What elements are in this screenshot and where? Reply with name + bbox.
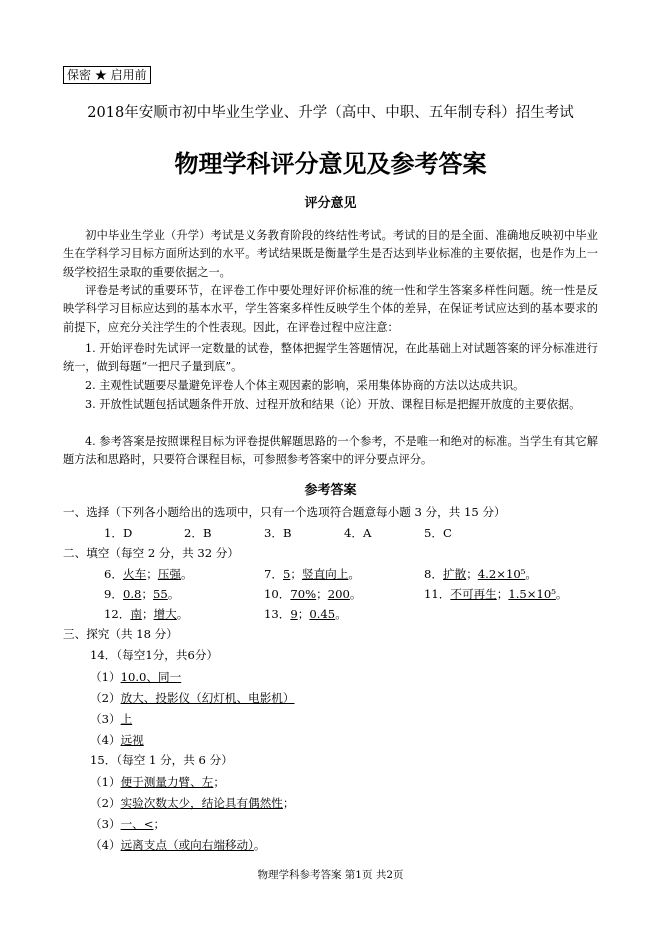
scoring-rule-1 (63, 340, 598, 377)
sub-number: （1） (90, 670, 121, 684)
fill-answer (264, 566, 360, 582)
sub-answer: 便于测量力臂、左 (120, 775, 214, 789)
answer-part-b: 竖直向上 (301, 567, 349, 581)
answer-part-b: 4.2×10⁵ (477, 567, 526, 581)
document-title: 物理学科评分意见及参考答案 (174, 150, 487, 178)
sub-answer: 放大、投影仪（幻灯机、电影机） (120, 691, 295, 705)
sub-answer: 一、< (120, 817, 154, 831)
answer-part-b: 200 (327, 587, 350, 601)
sub-end: ； (282, 796, 295, 810)
sub-end: 。 (253, 838, 266, 852)
question-number: 13． (264, 607, 291, 621)
sub-answer: 10.0、同一 (120, 670, 182, 684)
answer-part-a: 不可再生 (450, 587, 497, 601)
answer-part-b: 增大 (153, 607, 177, 621)
q15-answer (90, 837, 266, 853)
scoring-rule-1-text: 1. 开始评卷时先试评一定数量的试卷，整体把握学生答题情况，在此基础上对试题答案的评分标准进行统一，做到每题“一把尺子量到底”。 (63, 342, 598, 374)
choice-answer: 3．B (264, 526, 292, 540)
q14-answer (90, 669, 181, 685)
sub-number: （2） (90, 796, 121, 810)
answer-separator: ； (141, 607, 154, 621)
scoring-rule-2-text: 2. 主观性试题要尽量避免评卷人个体主观因素的影响，采用集体协商的方法以达成共识。 (85, 379, 525, 392)
sub-number: （4） (90, 733, 121, 747)
scoring-paragraph-2-text: 评卷是考试的重要环节，在评卷工作中要处理好评价标准的统一性和学生答案多样性问题。统一性是反映学科学习目标应达到的基本水平，学生答案多样性反映学生个体的差异，在保证考试应达到的基本要求的前提下，应充分关注学生的个性表现。因此，在评卷过程中应注意： (63, 284, 598, 334)
exam-title: 2018年安顺市初中毕业生学业、升学（高中、中职、五年制专科）招生考试 (87, 105, 574, 121)
q15-label: 15．（每空 1 分，共 6 分） (90, 753, 233, 767)
fill-answer (424, 566, 537, 582)
answer-end: 。 (176, 607, 189, 621)
answer-part-a: 9 (290, 607, 298, 621)
q15-answer (90, 816, 165, 832)
sub-answer: 远离支点（或向右端移动） (120, 838, 254, 852)
q14-answer (90, 711, 132, 727)
question-number: 7． (264, 567, 283, 581)
scoring-paragraph-1 (63, 227, 598, 282)
choice-section-label: 一、选择（下列各小题给出的选项中，只有一个选项符合题意每小题 3 分，共 15 分） (63, 505, 506, 519)
sub-end: ； (213, 775, 225, 789)
fill-answer (104, 566, 193, 582)
answer-separator: ； (141, 587, 154, 601)
fill-answer (104, 606, 188, 622)
question-number: 11． (424, 587, 451, 601)
sub-answer: 上 (120, 712, 133, 726)
answer-part-a: 70% (290, 587, 317, 601)
answer-separator: ； (316, 587, 328, 601)
scoring-rule-4 (63, 433, 598, 470)
answer-end: 。 (167, 587, 180, 601)
answer-part-a: 0.8 (122, 587, 142, 601)
question-number: 6． (104, 567, 123, 581)
answer-end: 。 (525, 567, 537, 581)
answer-separator: ； (297, 607, 310, 621)
sub-number: （3） (90, 712, 121, 726)
q14-answer (90, 690, 295, 706)
q15-answer (90, 795, 295, 811)
answer-part-a: 5 (282, 567, 291, 581)
sub-number: （4） (90, 838, 121, 852)
answer-end: 。 (555, 587, 568, 601)
page-footer: 物理学科参考答案 第1页 共2页 (257, 869, 404, 881)
sub-number: （2） (90, 691, 121, 705)
question-number: 8． (424, 567, 443, 581)
answer-part-b: 1.5×10⁵ (508, 587, 556, 601)
choice-answer: 4．A (344, 526, 372, 540)
question-number: 9． (104, 587, 123, 601)
sub-number: （3） (90, 817, 121, 831)
answer-separator: ； (146, 567, 158, 581)
scoring-rule-3-text: 3. 开放性试题包括试题条件开放、过程开放和结果（论）开放、课程目标是把握开放度的主要依据。 (85, 398, 581, 411)
answer-part-b: 0.45 (309, 607, 336, 621)
fill-answer (264, 606, 347, 622)
choice-answer: 2．B (184, 526, 212, 540)
answer-end: 。 (335, 607, 347, 621)
choice-answer: 5．C (424, 526, 452, 540)
scoring-paragraph-1-text: 初中毕业生学业（升学）考试是义务教育阶段的终结性考试。考试的目的是全面、准确地反映初中毕业生在学科学习目标方面所达到的水平。考试结果既是衡量学生是否达到毕业标准的主要依据，也是作为上一级学校招生录取的重要依据之一。 (63, 229, 598, 279)
sub-answer: 远视 (120, 733, 144, 747)
answer-part-a: 火车 (122, 567, 147, 581)
scoring-rule-2 (63, 377, 598, 395)
sub-end: ； (153, 817, 166, 831)
scoring-rule-4-text: 4. 参考答案是按照课程目标为评卷提供解题思路的一个参考，不是唯一和绝对的标准。当学生有其它解题方法和思路时，只要符合课程目标，可参照参考答案中的评分要点评分。 (63, 435, 598, 467)
answer-separator: ； (290, 567, 302, 581)
scoring-heading: 评分意见 (304, 196, 357, 211)
answers-heading: 参考答案 (304, 483, 357, 498)
answer-end: 。 (348, 567, 360, 581)
q14-answer (90, 732, 144, 748)
choice-answer: 1．D (104, 526, 133, 540)
fill-answer (264, 586, 362, 602)
answer-part-a: 扩散 (442, 567, 467, 581)
q14-label: 14．（每空1分，共6分） (90, 648, 219, 662)
q15-answer (90, 774, 225, 790)
scoring-rule-3 (63, 396, 598, 414)
answer-separator: ； (496, 587, 509, 601)
confidential-stamp: 保密 ★ 启用前 (63, 66, 151, 84)
answer-separator: ； (466, 567, 478, 581)
fill-answer (424, 586, 568, 602)
answer-end: 。 (181, 567, 193, 581)
question-number: 10． (264, 587, 291, 601)
answer-part-b: 55 (153, 587, 168, 601)
answer-part-a: 南 (130, 607, 142, 621)
sub-number: （1） (90, 775, 121, 789)
fill-answer (104, 586, 179, 602)
explore-section-label: 三、探究（共 18 分） (63, 627, 178, 641)
fill-section-label: 二、填空（每空 2 分，共 32 分） (63, 546, 239, 560)
answer-end: 。 (349, 587, 362, 601)
answer-part-b: 压强 (157, 567, 181, 581)
sub-answer: 实验次数太少，结论具有偶然性 (120, 796, 283, 810)
question-number: 12． (104, 607, 131, 621)
scoring-paragraph-2 (63, 282, 598, 337)
